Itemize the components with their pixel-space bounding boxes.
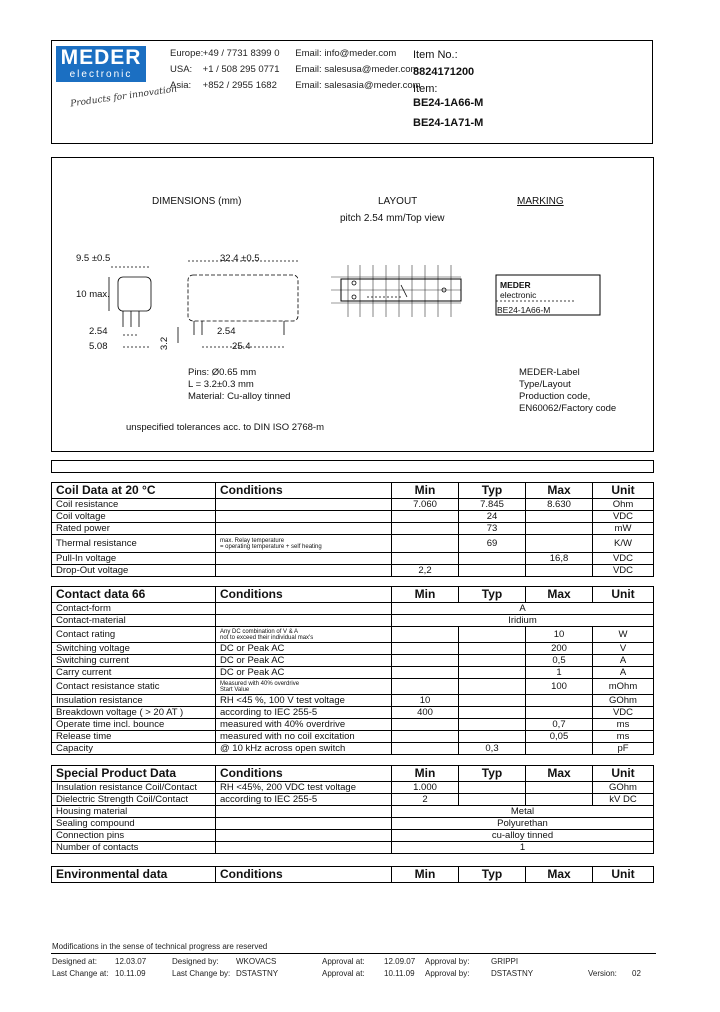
approval-by: GRIPPI (491, 957, 519, 966)
version-label: Version: (588, 969, 617, 978)
table-row: Contact rating Any DC combination of V & A not to exceed their individual max's 10 W (52, 627, 654, 643)
approval2-at-label: Approval at: (322, 969, 365, 978)
item-label: Item: (413, 83, 438, 95)
table-row: Breakdown voltage ( > 20 AT ) according to IEC 255-5 400 VDC (52, 707, 654, 719)
dim-5-08: 5.08 (89, 341, 108, 352)
item-1: BE24-1A66-M (413, 97, 484, 109)
last-change-by: DSTASTNY (236, 969, 279, 978)
legend-4: EN60062/Factory code (519, 403, 617, 414)
divider-bar (51, 460, 654, 473)
table-row: Thermal resistance max. Relay temperature = operating temperature + self heating 69 K/W (52, 535, 654, 553)
special-product-table (51, 765, 654, 854)
approval2-at: 10.11.09 (384, 969, 415, 978)
meder-logo: MEDER electronic (56, 46, 146, 82)
item-no: 8824171200 (413, 66, 475, 78)
table-row: Sealing compound Polyurethan (52, 818, 654, 830)
env-header: Environmental data Conditions Min Typ Max Unit (52, 867, 654, 883)
approval-by-label: Approval by: (425, 957, 470, 966)
dim-25-4: 25.4 (232, 341, 251, 352)
last-change-by-label: Last Change by: (172, 969, 231, 978)
dim-3-2: 3.2 (159, 336, 171, 351)
table-row: Release time measured with no coil excitation 0,05 ms (52, 731, 654, 743)
item-2: BE24-1A71-M (413, 117, 484, 129)
table-row: Connection pins cu-alloy tinned (52, 830, 654, 842)
table-row: Number of contacts 1 (52, 842, 654, 854)
dimensions-title: DIMENSIONS (mm) (152, 196, 242, 207)
mark-electronic: electronic (500, 290, 537, 300)
table-row: Contact-form A (52, 603, 654, 615)
layout-sub: pitch 2.54 mm/Top view (340, 213, 445, 224)
approval-at-label: Approval at: (322, 957, 365, 966)
pins-3: Material: Cu-alloy tinned (188, 391, 291, 402)
special-header: Special Product Data Conditions Min Typ Max Unit (52, 766, 654, 782)
item-no-label: Item No.: (413, 49, 458, 61)
table-row: Contact resistance static Measured with 40% overdrive Start Value 100 mOhm (52, 679, 654, 695)
pins-2: L = 3.2±0.3 mm (188, 379, 254, 390)
coil-data-table (51, 482, 654, 577)
table-row: Pull-In voltage 16,8 VDC (52, 553, 654, 565)
dim-2-54b: 2.54 (217, 326, 236, 337)
layout-title: LAYOUT (378, 196, 418, 207)
contact-data-table (51, 586, 654, 755)
approval2-by: DSTASTNY (491, 969, 534, 978)
contact-europe: Europe: +49 / 7731 8399 0 Email: info@meder.com (170, 48, 397, 59)
pins-1: Pins: Ø0.65 mm (188, 367, 257, 378)
dim-2-54a: 2.54 (89, 326, 108, 337)
footer-note: Modifications in the sense of technical progress are reserved (52, 942, 268, 951)
table-row: Drop-Out voltage 2,2 VDC (52, 565, 654, 577)
last-change-at-label: Last Change at: (52, 969, 109, 978)
mark-code: BE24-1A66-M (497, 305, 551, 315)
legend-2: Type/Layout (519, 379, 571, 390)
table-row: Switching voltage DC or Peak AC 200 V (52, 643, 654, 655)
tolerances-note: unspecified tolerances acc. to DIN ISO 2768-m (126, 422, 325, 433)
marking-title: MARKING (517, 196, 564, 207)
table-row: Coil voltage 24 VDC (52, 511, 654, 523)
table-row: Capacity @ 10 kHz across open switch 0,3 pF (52, 743, 654, 755)
legend-1: MEDER-Label (519, 367, 580, 378)
table-row: Contact-material Iridium (52, 615, 654, 627)
table-row: Operate time incl. bounce measured with 40% overdrive 0,7 ms (52, 719, 654, 731)
approval2-by-label: Approval by: (425, 969, 470, 978)
contact-usa: USA: +1 / 508 295 0771 Email: salesusa@meder.com (170, 64, 419, 75)
dim-32-4: 32.4 ±0.5 (220, 253, 260, 264)
designed-by-label: Designed by: (172, 957, 219, 966)
table-row: Rated power 73 mW (52, 523, 654, 535)
version: 02 (632, 969, 641, 978)
last-change-at: 10.11.09 (115, 969, 146, 978)
footer-rule (51, 953, 656, 954)
designed-at: 12.03.07 (115, 957, 147, 966)
dim-10: 10 max. (76, 289, 110, 300)
table-row: Housing material Metal (52, 806, 654, 818)
approval-at: 12.09.07 (384, 957, 416, 966)
table-row: Switching current DC or Peak AC 0,5 A (52, 655, 654, 667)
table-row: Coil resistance 7.060 7.845 8.630 Ohm (52, 499, 654, 511)
mark-meder: MEDER (500, 280, 531, 290)
dim-9-5: 9.5 ±0.5 (76, 253, 111, 264)
slogan: Products for innovation (69, 84, 178, 110)
designed-by: WKOVACS (236, 957, 277, 966)
contact-asia: Asia: +852 / 2955 1682 Email: salesasia@meder.com (170, 80, 421, 91)
contact-header: Contact data 66 Conditions Min Typ Max Unit (52, 587, 654, 603)
environmental-table (51, 866, 654, 883)
legend-3: Production code, (519, 391, 591, 402)
designed-at-label: Designed at: (52, 957, 97, 966)
table-row: Dielectric Strength Coil/Contact according to IEC 255-5 2 kV DC (52, 794, 654, 806)
coil-header: Coil Data at 20 °C Conditions Min Typ Max Unit (52, 483, 654, 499)
table-row: Carry current DC or Peak AC 1 A (52, 667, 654, 679)
table-row: Insulation resistance Coil/Contact RH <45%, 200 VDC test voltage 1.000 GOhm (52, 782, 654, 794)
table-row: Insulation resistance RH <45 %, 100 V test voltage 10 GOhm (52, 695, 654, 707)
